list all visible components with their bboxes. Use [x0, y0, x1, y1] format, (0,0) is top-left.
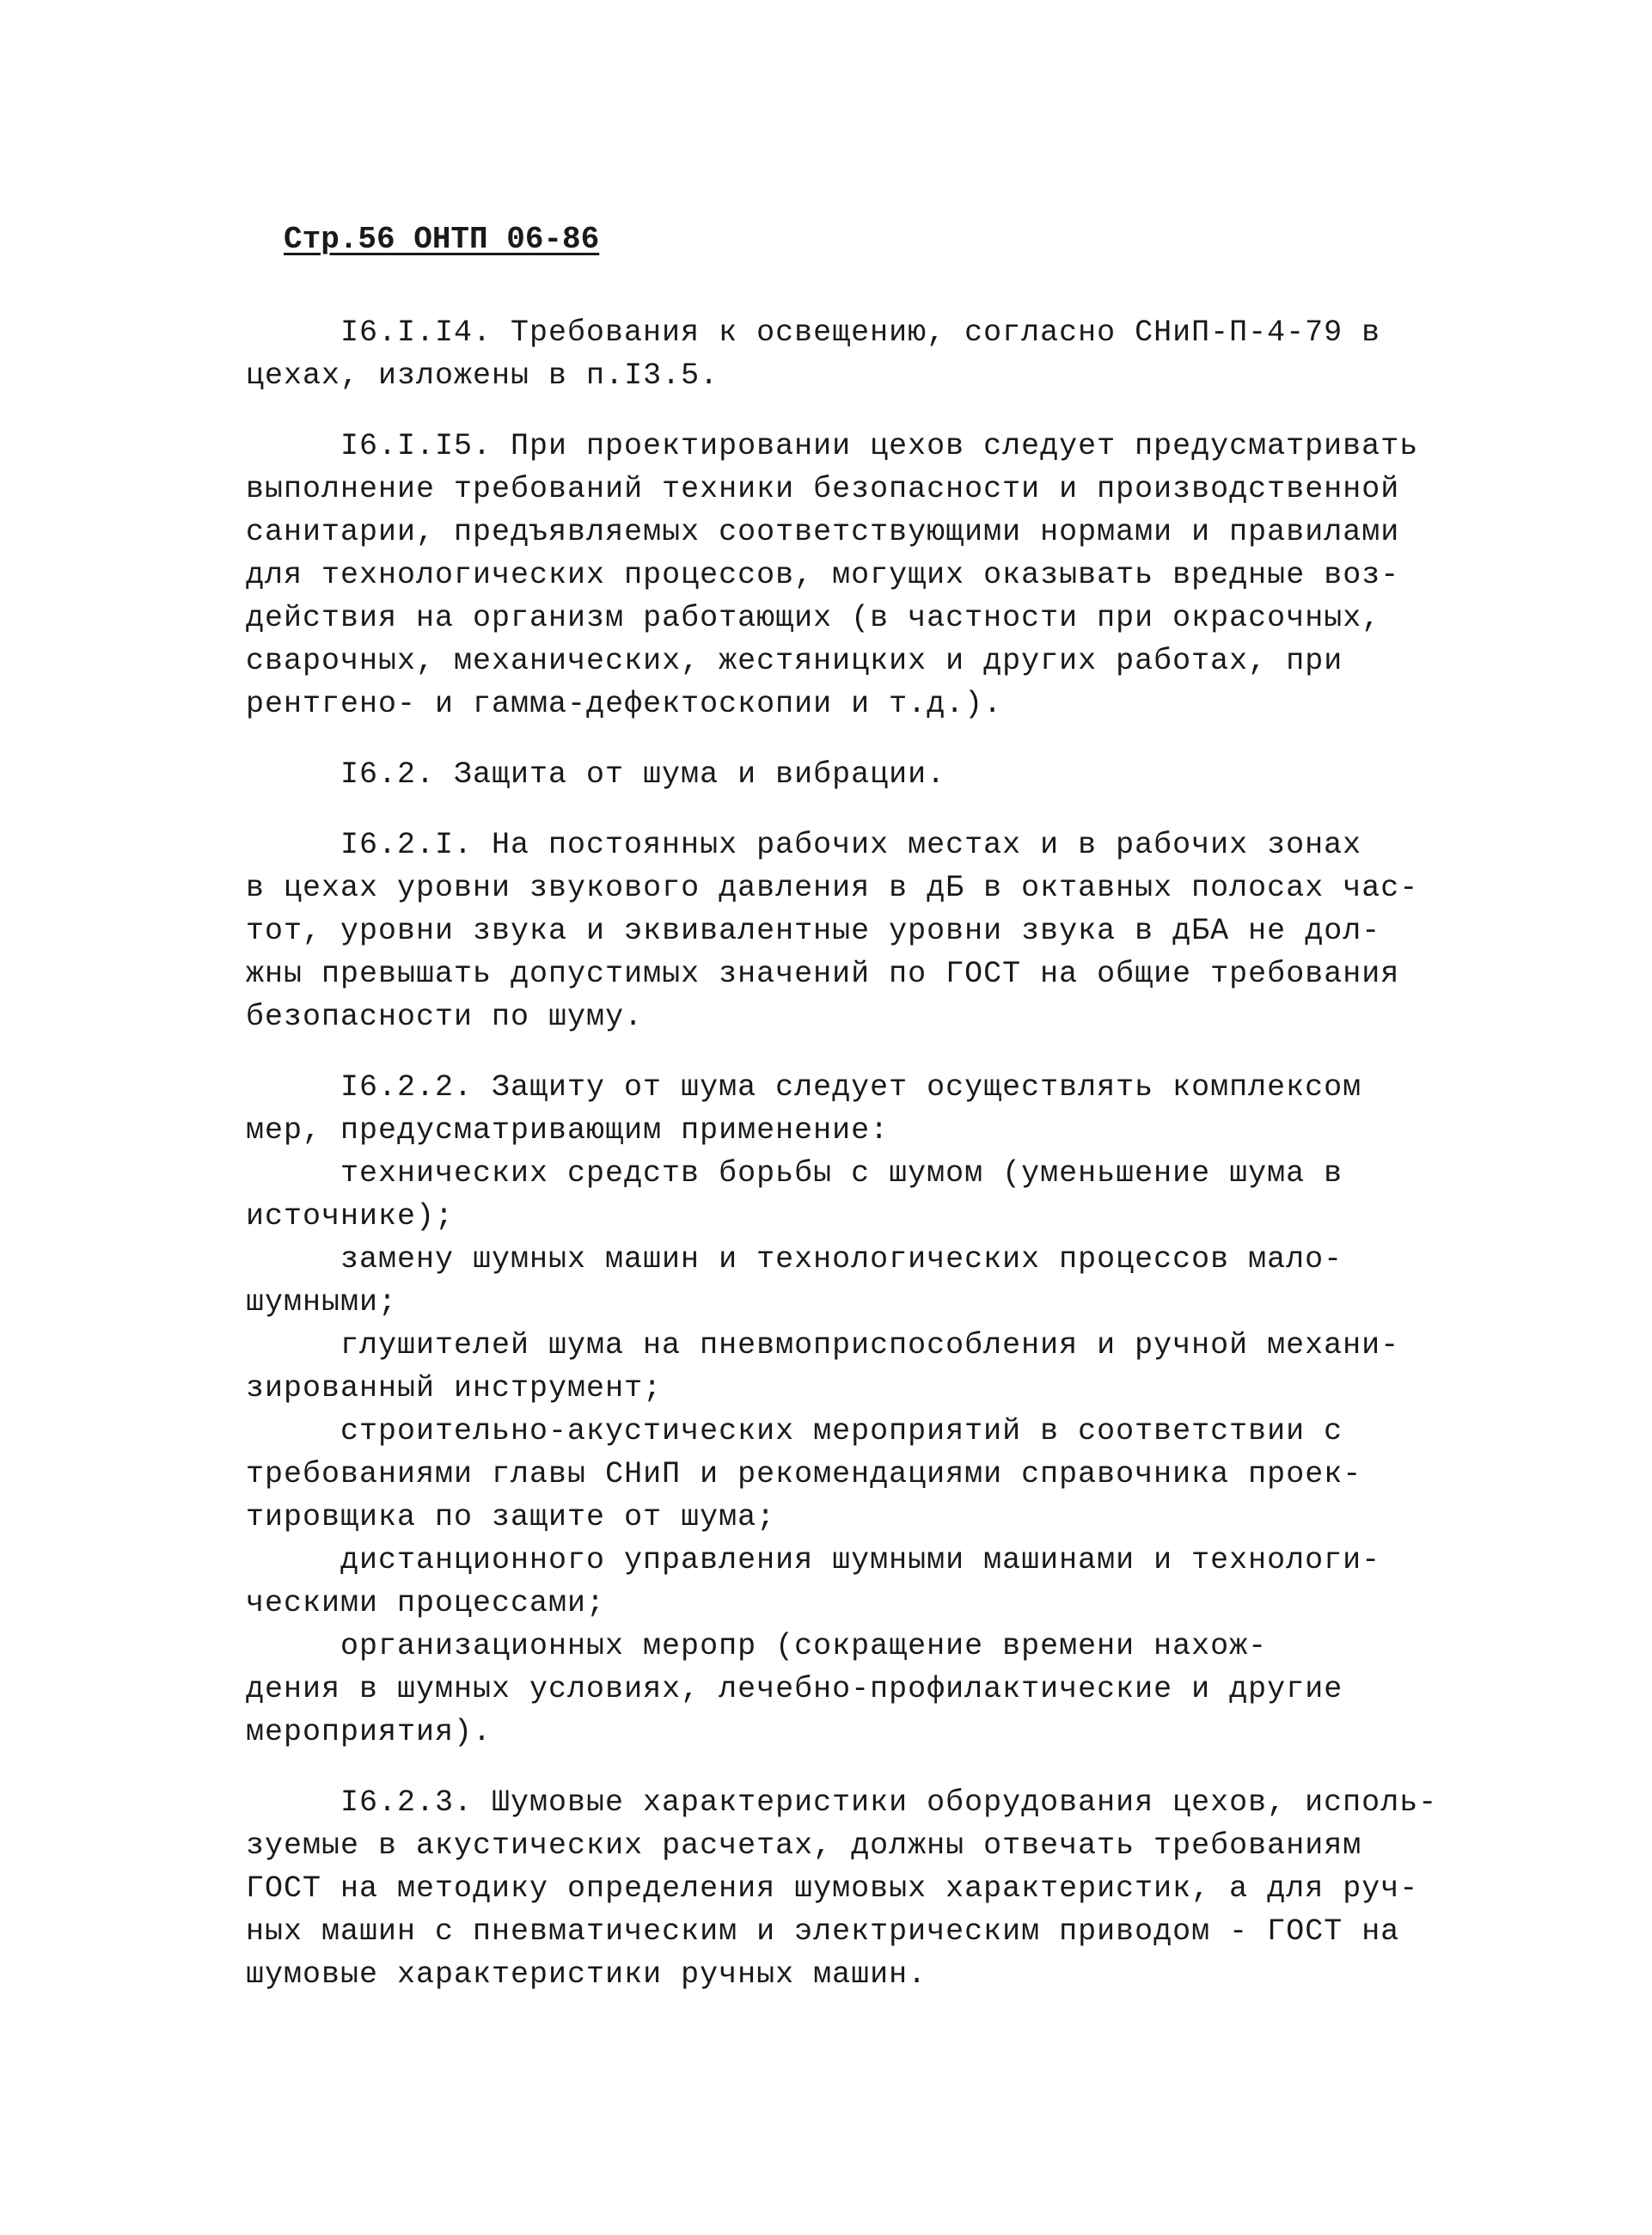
paragraph — [246, 425, 1419, 726]
paragraph-line: безопасности по шуму. — [246, 1000, 644, 1034]
paragraph-line: жны превышать допустимых значений по ГОСТ на общие требования — [246, 957, 1400, 991]
list-item-line: ческими процессами; — [246, 1586, 606, 1620]
paragraph-line: шумовые характеристики ручных машин. — [246, 1957, 927, 1992]
list-item-line: источнике); — [246, 1199, 455, 1234]
list-item-line: тировщика по защите от шума; — [246, 1500, 776, 1534]
paragraph-line: I6.2. Защита от шума и вибрации. — [340, 757, 946, 792]
paragraph — [246, 824, 1419, 1038]
list-item-line: требованиями главы СНиП и рекомендациями справочника проек- — [246, 1457, 1362, 1491]
paragraph-line: I6.2.3. Шумовые характеристики оборудования цехов, исполь- — [340, 1785, 1438, 1820]
paragraph-line: ГОСТ на методику определения шумовых характеристик, а для руч- — [246, 1871, 1419, 1906]
paragraph-line: выполнение требований техники безопасности и производственной — [246, 472, 1400, 506]
list-item-line: глушителей шума на пневмоприспособления и ручной механи- — [340, 1328, 1400, 1362]
list-item-line: строительно-акустических мероприятий в соответствии с — [340, 1414, 1343, 1448]
list-item-line: замену шумных машин и технологических процессов мало- — [340, 1242, 1343, 1277]
paragraph-line: ных машин с пневматическим и электрическим приводом - ГОСТ на — [246, 1914, 1400, 1949]
paragraph-line: I6.2.2. Защиту от шума следует осуществлять комплексом — [340, 1070, 1362, 1105]
list-item-line: зированный инструмент; — [246, 1371, 663, 1405]
paragraph-line: сварочных, механических, жестяницких и других работах, при — [246, 644, 1343, 678]
paragraph-line: цехах, изложены в п.I3.5. — [246, 358, 719, 393]
paragraph-line: для технологических процессов, могущих оказывать вредные воз- — [246, 558, 1400, 592]
paragraph-line: I6.I.I4. Требования к освещению, согласно СНиП-П-4-79 в — [340, 315, 1381, 350]
paragraph-line: тот, уровни звука и эквивалентные уровни звука в дБА не дол- — [246, 914, 1381, 948]
list-item-line: организационных меропр (сокращение времени нахож- — [340, 1629, 1268, 1663]
list-item-line: дистанционного управления шумными машинами и технологи- — [340, 1543, 1381, 1577]
page-header: Стр.56 ОНТП 06-86 — [284, 222, 600, 257]
list-item-line: технических средств борьбы с шумом (уменьшение шума в — [340, 1156, 1343, 1191]
paragraph-line: мер, предусматривающим применение: — [246, 1113, 890, 1148]
paragraph-line: действия на организм работающих (в частности при окрасочных, — [246, 601, 1381, 635]
paragraph-line: зуемые в акустических расчетах, должны отвечать требованиям — [246, 1828, 1362, 1863]
paragraph — [246, 1066, 1398, 1754]
paragraph-line: рентгено- и гамма-дефектоскопии и т.д.). — [246, 687, 1003, 721]
paragraph — [246, 311, 1398, 397]
paragraph-line: в цехах уровни звукового давления в дБ в октавных полосах час- — [246, 871, 1419, 905]
list-item-line: дения в шумных условиях, лечебно-профилактические и другие — [246, 1672, 1343, 1706]
paragraph-line: санитарии, предъявляемых соответствующими нормами и правилами — [246, 515, 1400, 549]
document-body — [246, 311, 1438, 2024]
list-item-line: шумными; — [246, 1285, 398, 1320]
list-item-line: мероприятия). — [246, 1715, 493, 1749]
paragraph — [246, 1781, 1438, 1996]
paragraph-line: I6.I.I5. При проектировании цехов следует предусматривать — [340, 429, 1419, 463]
paragraph-line: I6.2.I. На постоянных рабочих местах и в рабочих зонах — [340, 828, 1362, 862]
paragraph — [246, 753, 1398, 796]
